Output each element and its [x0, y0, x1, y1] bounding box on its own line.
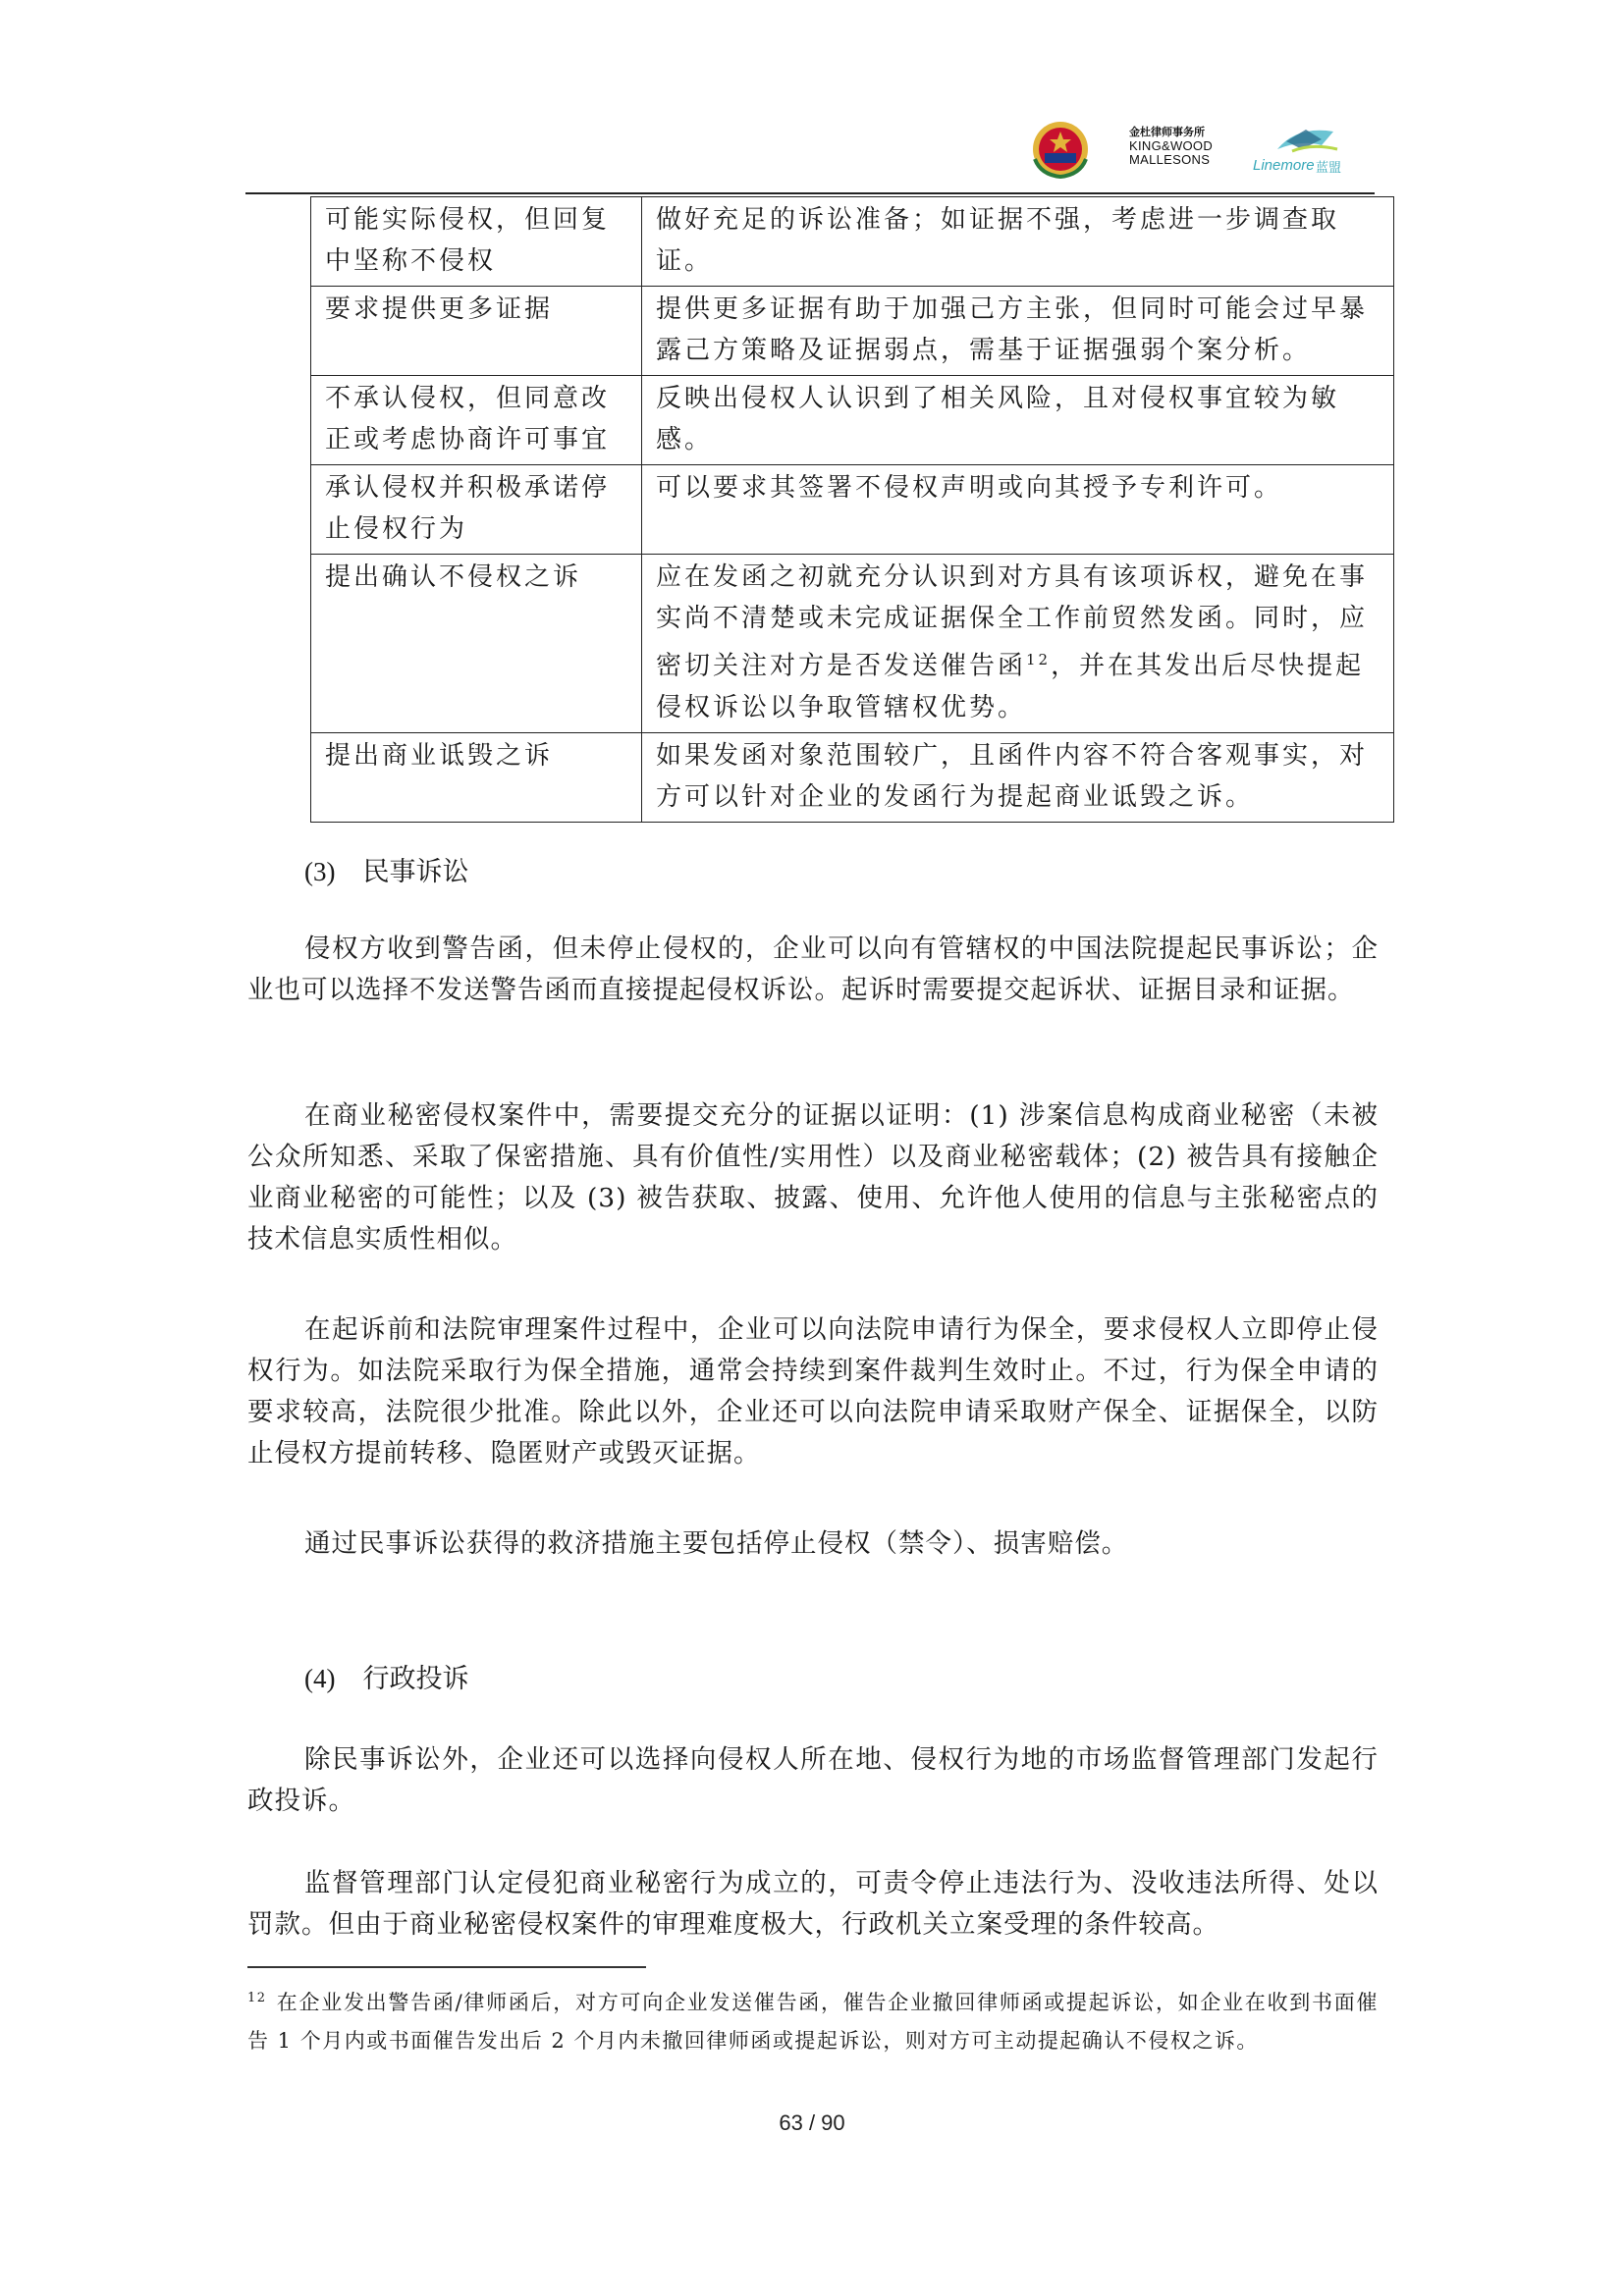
page-number: 63 / 90	[779, 2110, 845, 2135]
kwm-logo-cn: 金杜律师事务所	[1129, 127, 1205, 138]
kwm-logo-en-1: KING&WOOD	[1129, 138, 1214, 153]
response-strategy-table	[310, 196, 1394, 823]
linemore-logo-cn: 蓝盟	[1316, 161, 1342, 176]
section-number: (4)	[304, 1664, 336, 1693]
linemore-graphic-icon	[1272, 122, 1341, 157]
table-row	[311, 376, 1394, 465]
paragraph: 监督管理部门认定侵犯商业秘密行为成立的，可责令停止违法行为、没收违法所得、处以罚款。但由于商业秘密侵权案件的审理难度极大，行政机关立案受理的条件较高。	[247, 1868, 1379, 1940]
section-heading-civil-litigation	[304, 850, 468, 888]
paragraph: 除民事诉讼外，企业还可以选择向侵权人所在地、侵权行为地的市场监督管理部门发起行政投诉。	[247, 1744, 1379, 1816]
table-cell: 提供更多证据有助于加强己方主张，但同时可能会过早暴露己方策略及证据弱点，需基于证据强弱个案分析。	[642, 287, 1394, 376]
footnote-text: 在企业发出警告函/律师函后，对方可向企业发送催告函，催告企业撤回律师函或提起诉讼，如企业在收到书面催告 1 个月内或书面催告发出后 2 个月内未撤回律师函或提起诉讼，则对方可主动提起确认不侵权之诉。	[247, 1991, 1379, 2053]
table-cell: 提出确认不侵权之诉	[311, 555, 642, 733]
linemore-logo-en: Linemore	[1253, 157, 1315, 174]
paragraph: 在商业秘密侵权案件中，需要提交充分的证据以证明：(1) 涉案信息构成商业秘密（未被公众所知悉、采取了保密措施、具有价值性/实用性）以及商业秘密载体；(2) 被告具有接触企业商业秘密的可能性；以及 (3) 被告获取、披露、使用、允许他人使用的信息与主张秘密点的技术信息实质性相似。	[247, 1100, 1379, 1255]
table-cell-text-a: 应在发函之初就充分认识到对方具有该项诉权，避免在事实尚不清楚或未完成证据保全工作前贸然发函。同时，应密切关注对方是否发送催告函	[656, 562, 1369, 681]
table-cell: 要求提供更多证据	[311, 287, 642, 376]
section-number: (3)	[304, 857, 336, 886]
table-row	[311, 732, 1394, 822]
table-cell: 不承认侵权，但同意改正或考虑协商许可事宜	[311, 376, 642, 465]
table-cell: 反映出侵权人认识到了相关风险，且对侵权事宜较为敏感。	[642, 376, 1394, 465]
paragraph: 通过民事诉讼获得的救济措施主要包括停止侵权（禁令）、损害赔偿。	[304, 1528, 1129, 1559]
table-cell: 如果发函对象范围较广，且函件内容不符合客观事实，对方可以针对企业的发函行为提起商业诋毁之诉。	[642, 732, 1394, 822]
section-title: 行政投诉	[362, 1664, 469, 1694]
table-row	[311, 197, 1394, 287]
table-cell: 可以要求其签署不侵权声明或向其授予专利许可。	[642, 465, 1394, 555]
table-row	[311, 465, 1394, 555]
kwm-logo-en-2: MALLESONS	[1129, 152, 1211, 167]
table-cell: 做好充足的诉讼准备；如证据不强，考虑进一步调查取证。	[642, 197, 1394, 287]
paragraph: 侵权方收到警告函，但未停止侵权的，企业可以向有管辖权的中国法院提起民事诉讼；企业也可以选择不发送警告函而直接提起侵权诉讼。起诉时需要提交起诉状、证据目录和证据。	[247, 934, 1379, 1005]
police-emblem-icon	[1031, 120, 1090, 179]
header-logos	[1031, 116, 1365, 185]
footnote-number: 12	[247, 1991, 267, 2005]
section-title: 民事诉讼	[362, 857, 469, 887]
paragraph: 在起诉前和法院审理案件过程中，企业可以向法院申请行为保全，要求侵权人立即停止侵权行为。如法院采取行为保全措施，通常会持续到案件裁判生效时止。不过，行为保全申请的要求较高，法院很少批准。除此以外，企业还可以向法院申请采取财产保全、证据保全，以防止侵权方提前转移、隐匿财产或毁灭证据。	[247, 1314, 1379, 1468]
table-cell	[642, 555, 1394, 733]
header-divider	[245, 192, 1375, 194]
section-heading-administrative-complaint	[304, 1657, 468, 1695]
footnote-divider	[247, 1966, 646, 1968]
table-cell: 承认侵权并积极承诺停止侵权行为	[311, 465, 642, 555]
footnote	[247, 1979, 1379, 2060]
table-cell: 提出商业诋毁之诉	[311, 732, 642, 822]
kwm-logo	[1129, 126, 1213, 167]
footnote-ref-12[interactable]: 12	[1026, 651, 1052, 668]
table-row	[311, 555, 1394, 733]
table-cell-text-b: ，并在其发出后尽快提起侵权诉讼以争取管辖权优势。	[656, 651, 1365, 722]
table-cell: 可能实际侵权，但回复中坚称不侵权	[311, 197, 642, 287]
linemore-logo	[1253, 122, 1361, 181]
table-row	[311, 287, 1394, 376]
